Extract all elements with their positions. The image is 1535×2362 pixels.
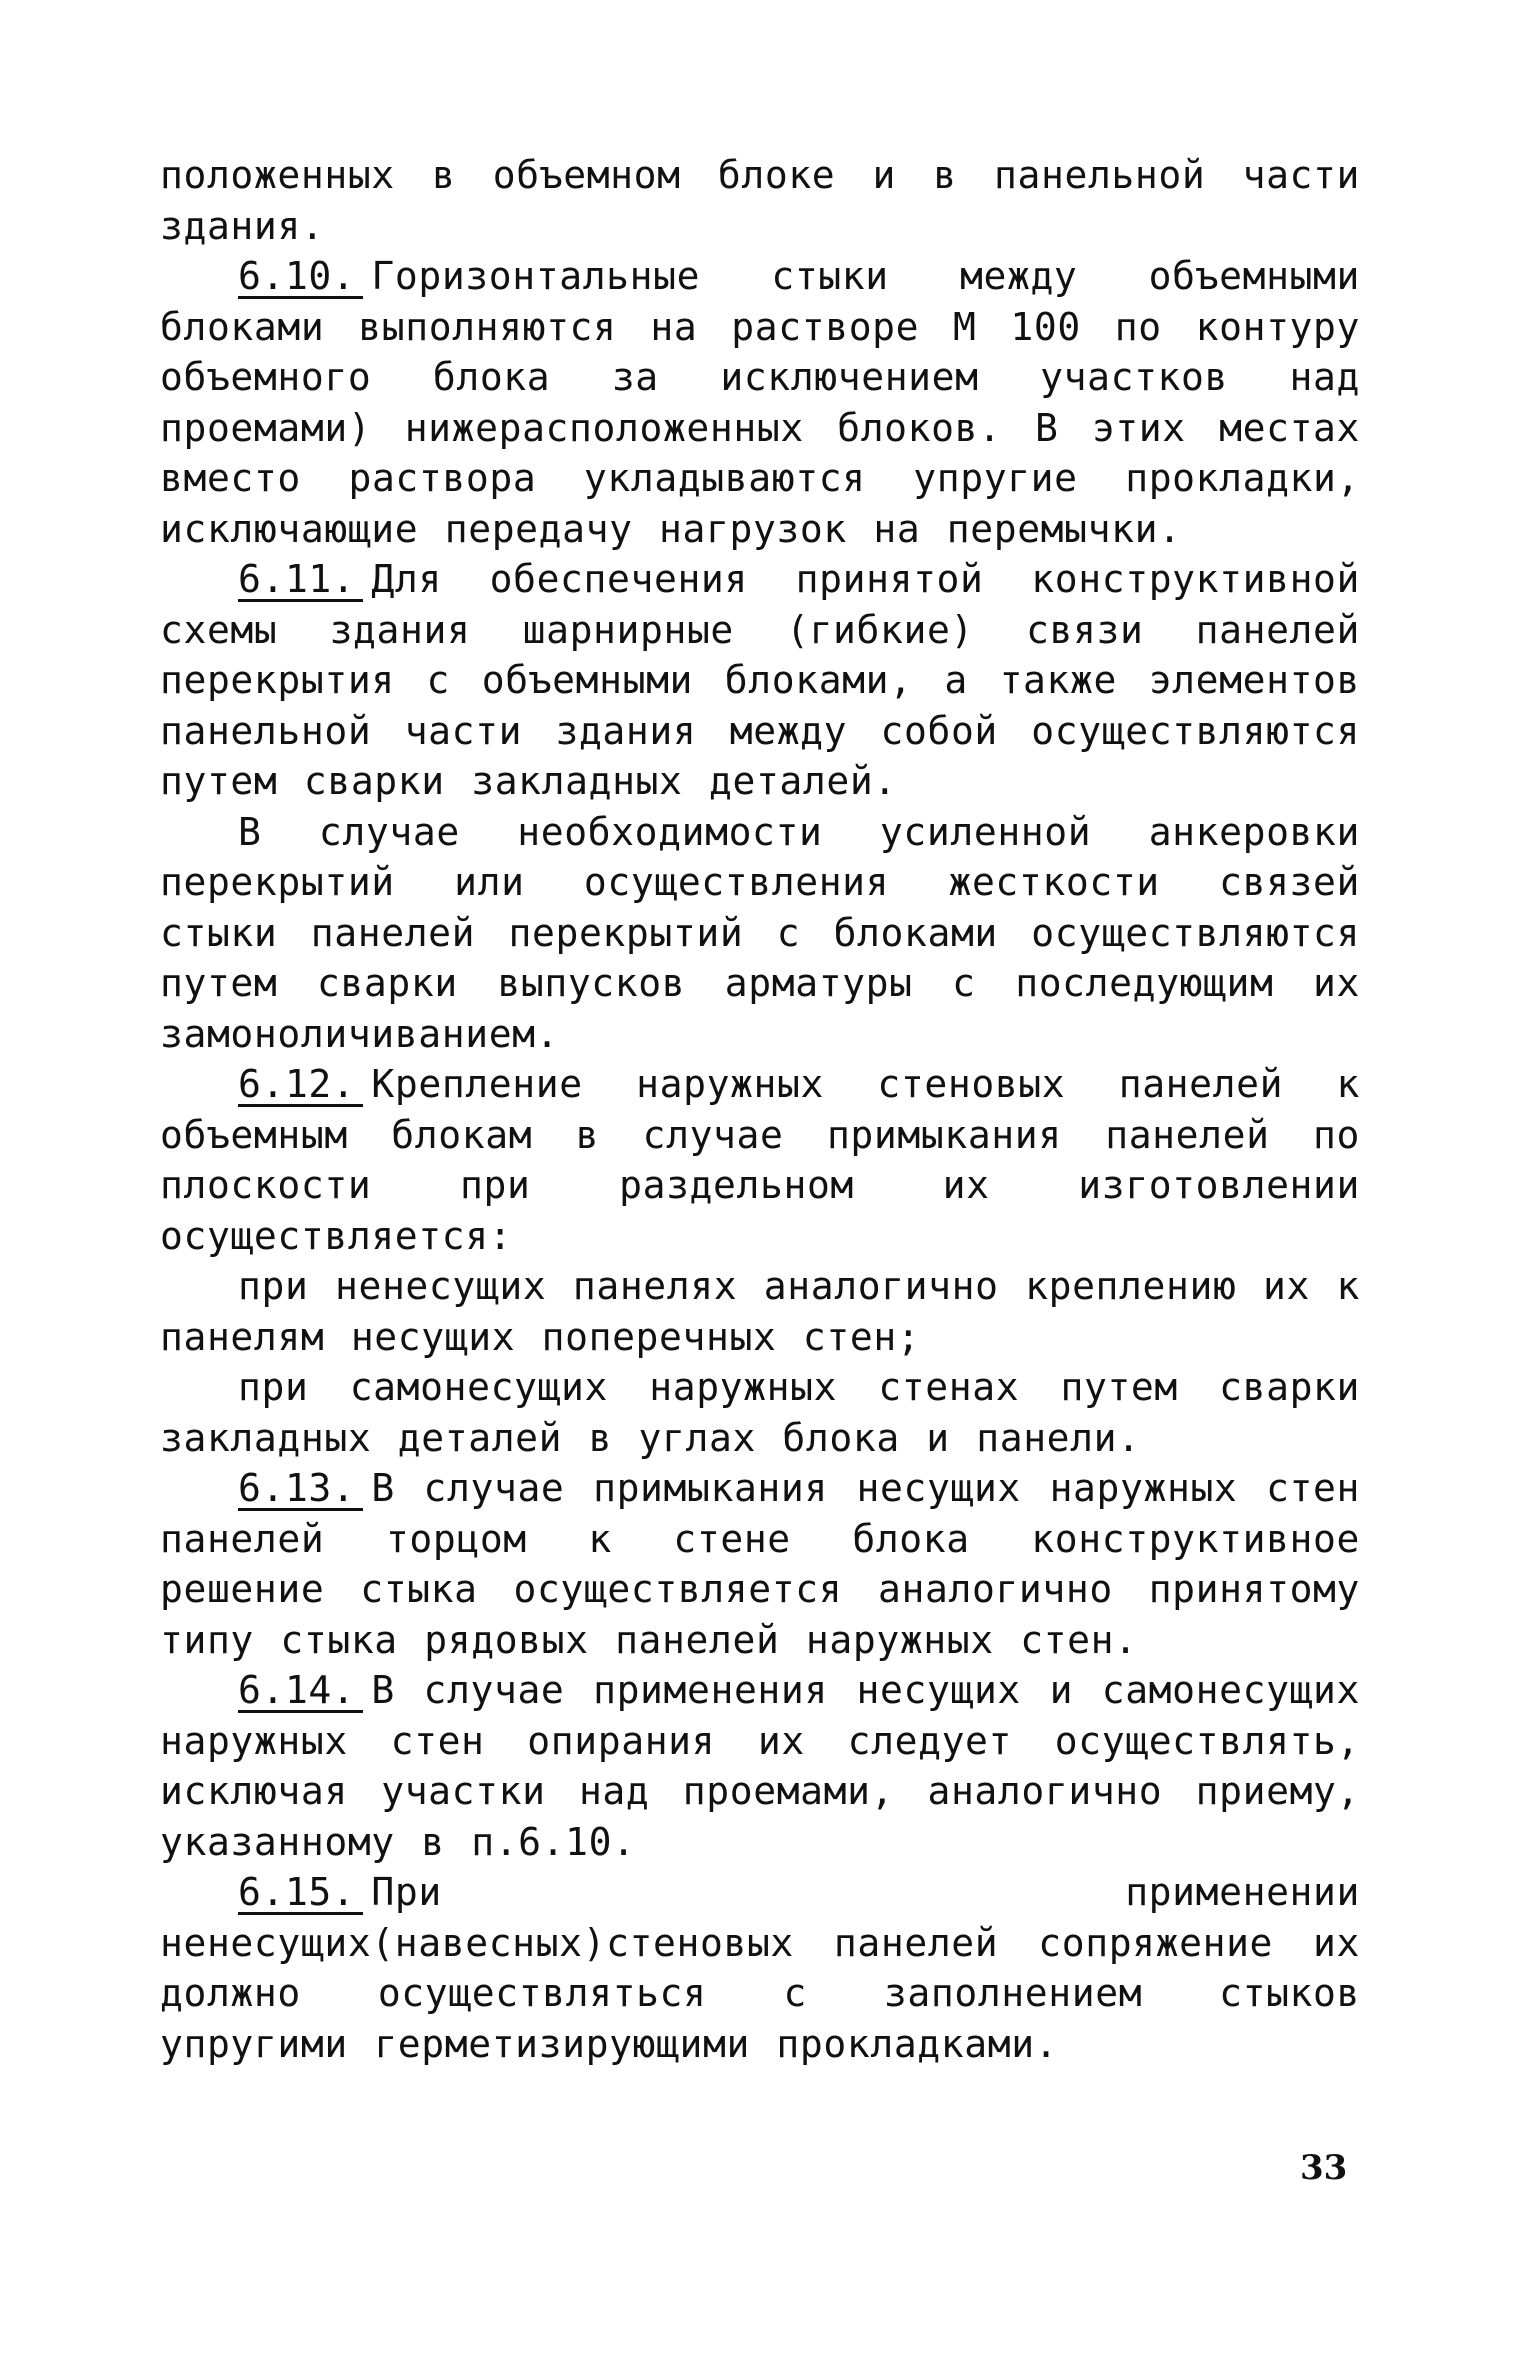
paragraph-text: В случае применения несущих и самонесущих наружных стен опирания их следует осуществлять, исключая участки над проемами, аналогично приему, указанному в п.6.10.: [160, 1668, 1360, 1864]
section-number: 6.14.: [238, 1670, 363, 1713]
section-number: 6.12.: [238, 1064, 363, 1107]
paragraph-continuation: [160, 150, 1360, 251]
paragraph-text: при самонесущих наружных стенах путем сварки закладных деталей в углах блока и панели.: [160, 1365, 1360, 1460]
section-number: 6.13.: [238, 1468, 363, 1511]
paragraph-6-12-item-1: [160, 1261, 1360, 1362]
paragraph-6-12: [160, 1059, 1360, 1261]
section-number: 6.11.: [238, 559, 363, 602]
paragraph-6-10: [160, 251, 1360, 554]
paragraph-text: Горизонтальные стыки между объемными блоками выполняются на растворе М 100 по контуру объемного блока за исключением участков над проемами) нижерасположенных блоков. В этих местах вместо раствора укладываются упругие прокладки, исключающие передачу нагрузок на перемычки.: [160, 254, 1360, 551]
section-number: 6.10.: [238, 256, 363, 299]
document-body: [160, 150, 1360, 2069]
page-number: 33: [1300, 2148, 1348, 2188]
paragraph-6-12-item-2: [160, 1362, 1360, 1463]
paragraph-6-14: [160, 1665, 1360, 1867]
paragraph-text: При применении ненесущих(навесных)стеновых панелей сопряжение их должно осуществляться с заполнением стыков упругими герметизирующими прокладками.: [160, 1870, 1360, 2066]
paragraph-text: при ненесущих панелях аналогично креплению их к панелям несущих поперечных стен;: [160, 1264, 1360, 1359]
paragraph-6-11-continued: [160, 807, 1360, 1060]
paragraph-6-11: [160, 554, 1360, 807]
section-number: 6.15.: [238, 1872, 363, 1915]
paragraph-text: В случае необходимости усиленной анкеровки перекрытий или осуществления жесткости связей стыки панелей перекрытий с блоками осуществляются путем сварки выпусков арматуры с последующим их замоноличиванием.: [160, 809, 1360, 1056]
paragraph-text: Крепление наружных стеновых панелей к объемным блокам в случае примыкания панелей по плоскости при раздельном их изготовлении осуществляется:: [160, 1062, 1360, 1258]
paragraph-text: положенных в объемном блоке и в панельной части здания.: [160, 153, 1360, 248]
paragraph-6-15: [160, 1867, 1360, 2069]
paragraph-text: В случае примыкания несущих наружных стен панелей торцом к стене блока конструктивное решение стыка осуществляется аналогично принятому типу стыка рядовых панелей наружных стен.: [160, 1466, 1360, 1662]
paragraph-text: Для обеспечения принятой конструктивной схемы здания шарнирные (гибкие) связи панелей перекрытия с объемными блоками, а также элементов панельной части здания между собой осуществляются путем сварки закладных деталей.: [160, 557, 1360, 803]
paragraph-6-13: [160, 1463, 1360, 1665]
